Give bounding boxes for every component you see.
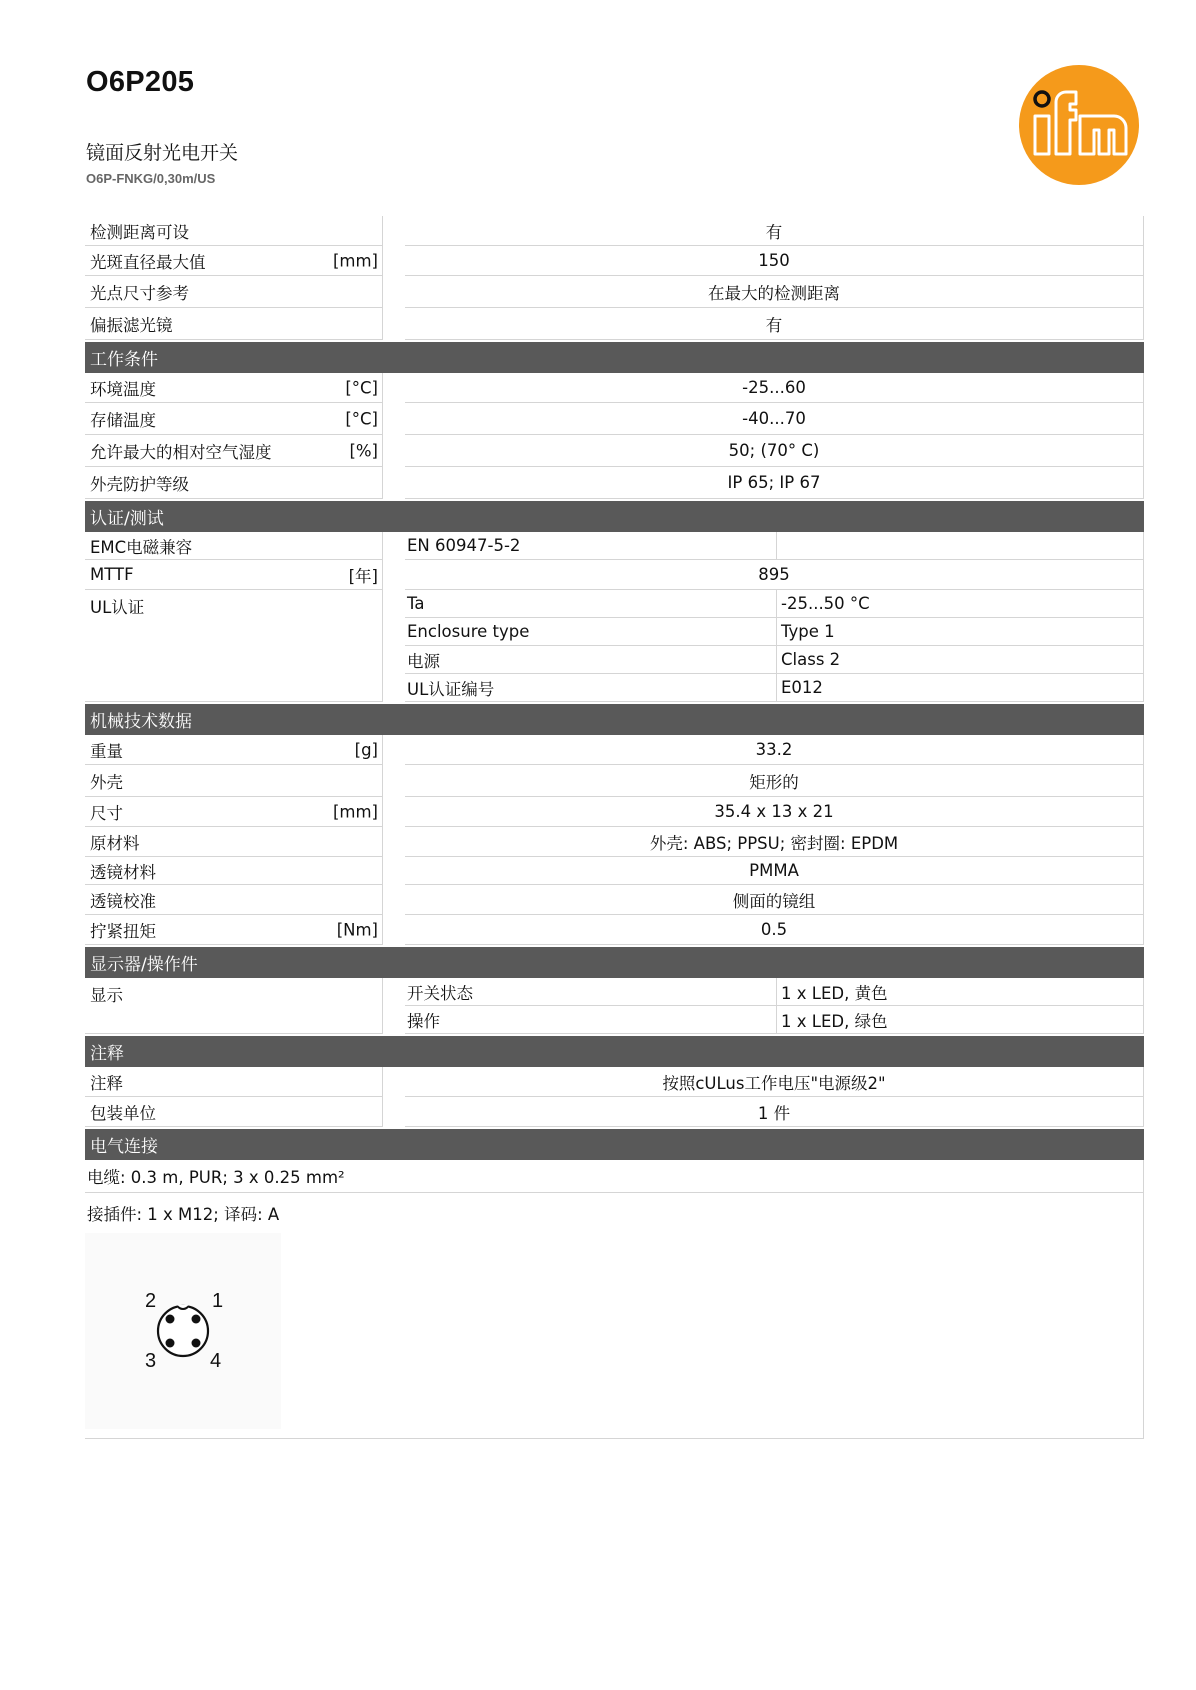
section-header-working: 工作条件 [85,342,1144,373]
display-key: 开关状态 [405,978,777,1005]
spec-value: 矩形的 [405,765,1144,797]
pin-2-dot [166,1315,175,1324]
spec-label: 外壳防护等级 [85,467,383,499]
pin-3-label: 3 [145,1350,157,1372]
spec-label: 显示 [85,978,383,1034]
spec-row [85,467,1144,499]
spec-unit: [°C] [345,378,378,397]
spec-label: 光点尺寸参考 [85,276,383,308]
spec-value: 33.2 [405,735,1144,765]
spec-value: 0.5 [405,915,1144,945]
spec-value: IP 65; IP 67 [405,467,1144,499]
spec-unit: [mm] [332,802,378,821]
connector-block [85,1193,1144,1439]
spec-value: -40...70 [405,403,1144,435]
spec-label: 包装单位 [85,1097,383,1127]
spec-row [85,797,1144,827]
spec-row [85,765,1144,797]
spec-value: 50; (70° C) [405,435,1144,467]
ul-key: 电源 [405,646,777,673]
spec-label [85,560,383,590]
spec-label [85,435,383,467]
spec-row [85,1067,1144,1097]
spec-row [85,246,1144,276]
display-key: 操作 [405,1006,777,1033]
spec-row [85,308,1144,340]
display-value: 1 x LED, 黄色 [777,978,1144,1005]
spec-value: 895 [405,560,1144,590]
ul-key: Ta [405,590,777,617]
spec-row [85,403,1144,435]
spec-row [85,915,1144,945]
label-text: 存储温度 [90,410,156,430]
pin-4-label: 4 [210,1350,222,1372]
spec-label [85,915,383,945]
connector-spec: 接插件: 1 x M12; 译码: A [87,1205,280,1224]
spec-unit: [Nm] [336,920,378,939]
spec-label: 注释 [85,1067,383,1097]
spec-label: 检测距离可设 [85,216,383,246]
spec-label [85,246,383,276]
label-text: MTTF [90,565,134,584]
spec-row [85,276,1144,308]
section-header-cert: 认证/测试 [85,501,1144,532]
label-text: 允许最大的相对空气湿度 [90,442,272,462]
spec-row [85,216,1144,246]
ul-value: Type 1 [777,618,1144,645]
ul-key: UL认证编号 [405,674,777,701]
ul-value: Class 2 [777,646,1144,673]
spec-row-ul [85,590,1144,702]
emc-value: EN 60947-5-2 [405,532,777,559]
section-header-notes: 注释 [85,1036,1144,1067]
display-value: 1 x LED, 绿色 [777,1006,1144,1033]
spec-row [85,373,1144,403]
pin-1-label: 1 [212,1290,224,1312]
spec-label [85,373,383,403]
label-text: 环境温度 [90,379,156,399]
ul-value: E012 [777,674,1144,701]
logo-text: ifm [1018,64,1020,65]
spec-row-display [85,978,1144,1034]
section-header-electrical: 电气连接 [85,1129,1144,1160]
spec-label: 偏振滤光镜 [85,308,383,340]
pin-3-dot [166,1339,175,1348]
spec-row [85,735,1144,765]
cable-spec: 电缆: 0.3 m, PUR; 3 x 0.25 mm² [85,1160,1144,1193]
m12-pinout-diagram [85,1233,281,1429]
product-code: O6P-FNKG/0,30m/US [86,171,216,186]
spec-row [85,857,1144,885]
label-text: 重量 [90,741,123,761]
spec-value: 150 [405,246,1144,276]
spec-unit: [年] [348,566,378,586]
ifm-logo [1018,64,1140,186]
pin-2-label: 2 [145,1290,157,1312]
spec-label [85,403,383,435]
spec-row [85,1097,1144,1127]
spec-value: 35.4 x 13 x 21 [405,797,1144,827]
spec-value: 有 [405,308,1144,340]
ul-value: -25...50 °C [777,590,1144,617]
spec-unit: [g] [354,740,378,759]
spec-unit: [%] [349,441,378,460]
spec-value: PMMA [405,857,1144,885]
spec-unit: [mm] [332,251,378,270]
spec-label: 外壳 [85,765,383,797]
spec-table [85,216,1144,1439]
spec-value: -25...60 [405,373,1144,403]
pin-4-dot [192,1339,201,1348]
label-text: 尺寸 [90,803,123,823]
spec-row [85,885,1144,915]
spec-row [85,532,1144,560]
spec-label [85,797,383,827]
spec-row [85,560,1144,590]
spec-value: 侧面的镜组 [405,885,1144,915]
spec-label [85,735,383,765]
spec-row [85,827,1144,857]
spec-label: 原材料 [85,827,383,857]
spec-value: 外壳: ABS; PPSU; 密封圈: EPDM [405,827,1144,857]
spec-value: 1 件 [405,1097,1144,1127]
product-title: O6P205 [86,66,195,98]
product-subtitle: 镜面反射光电开关 [86,142,239,164]
label-text: 光斑直径最大值 [90,252,206,272]
section-header-mech: 机械技术数据 [85,704,1144,735]
section-header-display: 显示器/操作件 [85,947,1144,978]
pin-1-dot [192,1315,201,1324]
label-text: 拧紧扭矩 [90,921,156,941]
ul-key: Enclosure type [405,618,777,645]
spec-value: 按照cULus工作电压"电源级2" [405,1067,1144,1097]
spec-value: 在最大的检测距离 [405,276,1144,308]
spec-row [85,435,1144,467]
spec-label: 透镜校准 [85,885,383,915]
spec-label: UL认证 [85,590,383,702]
spec-label: EMC电磁兼容 [85,532,383,560]
spec-label: 透镜材料 [85,857,383,885]
spec-value: 有 [405,216,1144,246]
spec-unit: [°C] [345,409,378,428]
